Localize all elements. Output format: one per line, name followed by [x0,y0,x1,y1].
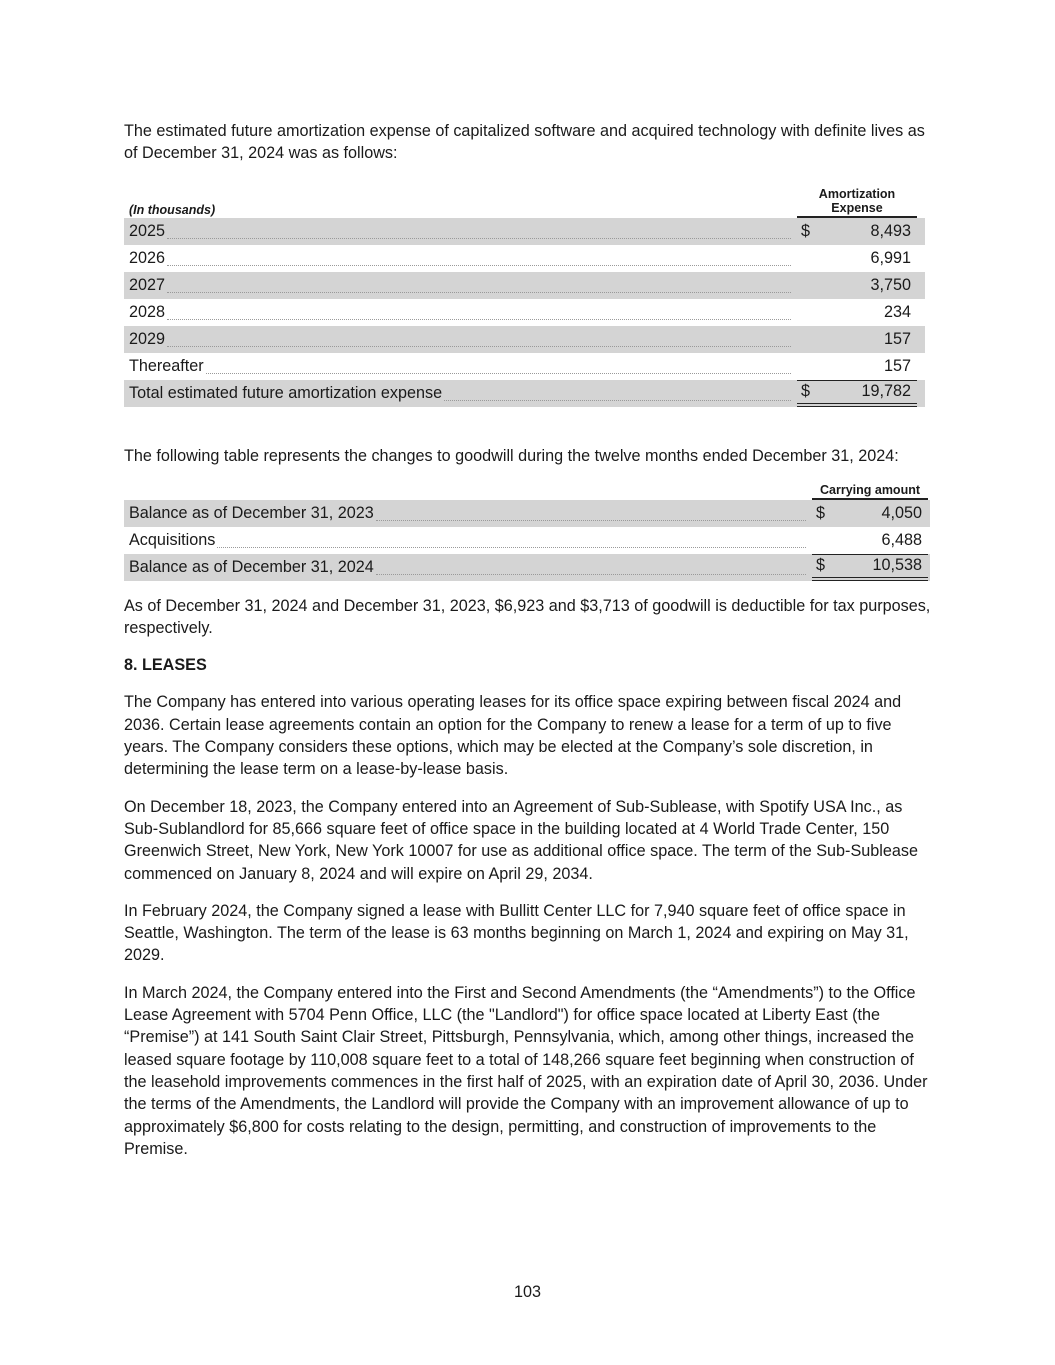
leases-paragraph: The Company has entered into various operating leases for its office space expiring between fiscal 2024 and 2036. Certain lease agreements contain an option for the Company to renew a lease for a term of up to five years. The Company considers these options, which may be elected at the Company’s sole discretion, in determining the lease term on a lease-by-lease basis. [124,693,902,779]
row-label: Thereafter [129,356,204,375]
row-value: 8,493 [870,221,911,240]
table-row [124,353,925,380]
amortization-intro: The estimated future amortization expense of capitalized software and acquired technology with definite lives as of December 31, 2024 was as follows: [124,122,925,163]
currency-symbol: $ [801,382,811,401]
row-value: 6,991 [870,248,911,267]
table-row [124,272,925,299]
total-label: Balance as of December 31, 2024 [129,557,374,576]
carrying-amount-header: Carrying amount [812,483,928,500]
currency-symbol: $ [816,503,826,522]
goodwill-table-header [124,481,930,500]
row-label: 2029 [129,329,166,348]
dot-leader [167,228,791,239]
table-row [124,299,925,326]
amortization-table-header [124,186,925,218]
leases-paragraph: In March 2024, the Company entered into the First and Second Amendments (the “Amendments”) to the Office Lease Agreement with 5704 Penn Office, LLC (the "Landlord") for office space located at Liberty East (the “Premise”) at 141 South Saint Clair Street, Pittsburgh, Pennsylvania, which, among other things, increased the leased square footage by 110,008 square feet to a total of 148,266 square feet beginning when construction of the leasehold improvements commences in the first half of 2025, with an expiration date of April 30, 2036. Under the terms of the Amendments, the Landlord will provide the Company with an improvement allowance of up to approximately $6,800 for costs relating to the design, permitting, and construction of improvements to the Premise. [124,983,928,1158]
dot-leader [206,363,791,374]
total-value: 10,538 [872,556,922,575]
table-row [124,245,925,272]
row-value: 157 [883,329,911,348]
goodwill-deductible-note: As of December 31, 2024 and December 31, 2023, $6,923 and $3,713 of goodwill is deductible for tax purposes, respectively. [124,596,931,638]
row-value: 4,050 [881,503,922,522]
amortization-table [124,186,925,407]
total-value: 19,782 [861,382,911,401]
dot-leader [167,255,791,266]
row-value: 234 [883,302,911,321]
currency-symbol: $ [816,556,826,575]
dot-leader [376,510,806,521]
dot-leader [167,336,791,347]
amortization-column-header: Amortization Expense [797,187,917,218]
row-label: Acquisitions [129,530,216,549]
table-row [124,218,925,245]
dot-leader [376,564,806,575]
row-label: 2025 [129,221,166,240]
page-number: 103 [513,1283,541,1301]
section-heading: 8. LEASES [124,656,207,675]
unit-label: (In thousands) [129,202,216,217]
table-row [124,326,925,353]
leases-paragraph: In February 2024, the Company signed a lease with Bullitt Center LLC for 7,940 square feet of office space in Seattle, Washington. The term of the lease is 63 months beginning on March 1, 2024 and expiring on May 31, 2029. [124,901,909,965]
table-row [124,500,930,527]
row-label: Balance as of December 31, 2023 [129,503,374,522]
currency-symbol: $ [801,221,811,240]
dot-leader [167,282,791,293]
table-row [124,527,930,554]
page-content [124,120,934,1160]
total-row [124,380,925,407]
row-value: 157 [883,356,911,375]
goodwill-intro: The following table represents the changes to goodwill during the twelve months ended December 31, 2024: [124,446,899,465]
row-label: 2027 [129,275,166,294]
total-row [124,554,930,581]
total-label: Total estimated future amortization expense [129,383,443,402]
row-value: 6,488 [881,530,922,549]
row-label: 2028 [129,302,166,321]
row-label: 2026 [129,248,166,267]
dot-leader [217,537,806,548]
row-value: 3,750 [870,275,911,294]
leases-paragraph: On December 18, 2023, the Company entered into an Agreement of Sub-Sublease, with Spotify USA Inc., as Sub-Sublandlord for 85,666 square feet of office space in the building located at 4 World Trade Center, 150 Greenwich Street, New York, New York 10007 for use as additional office space. The term of the Sub-Sublease commenced on January 8, 2024 and will expire on April 29, 2034. [124,797,918,883]
goodwill-table [124,481,930,581]
dot-leader [167,309,791,320]
dot-leader [444,390,791,401]
